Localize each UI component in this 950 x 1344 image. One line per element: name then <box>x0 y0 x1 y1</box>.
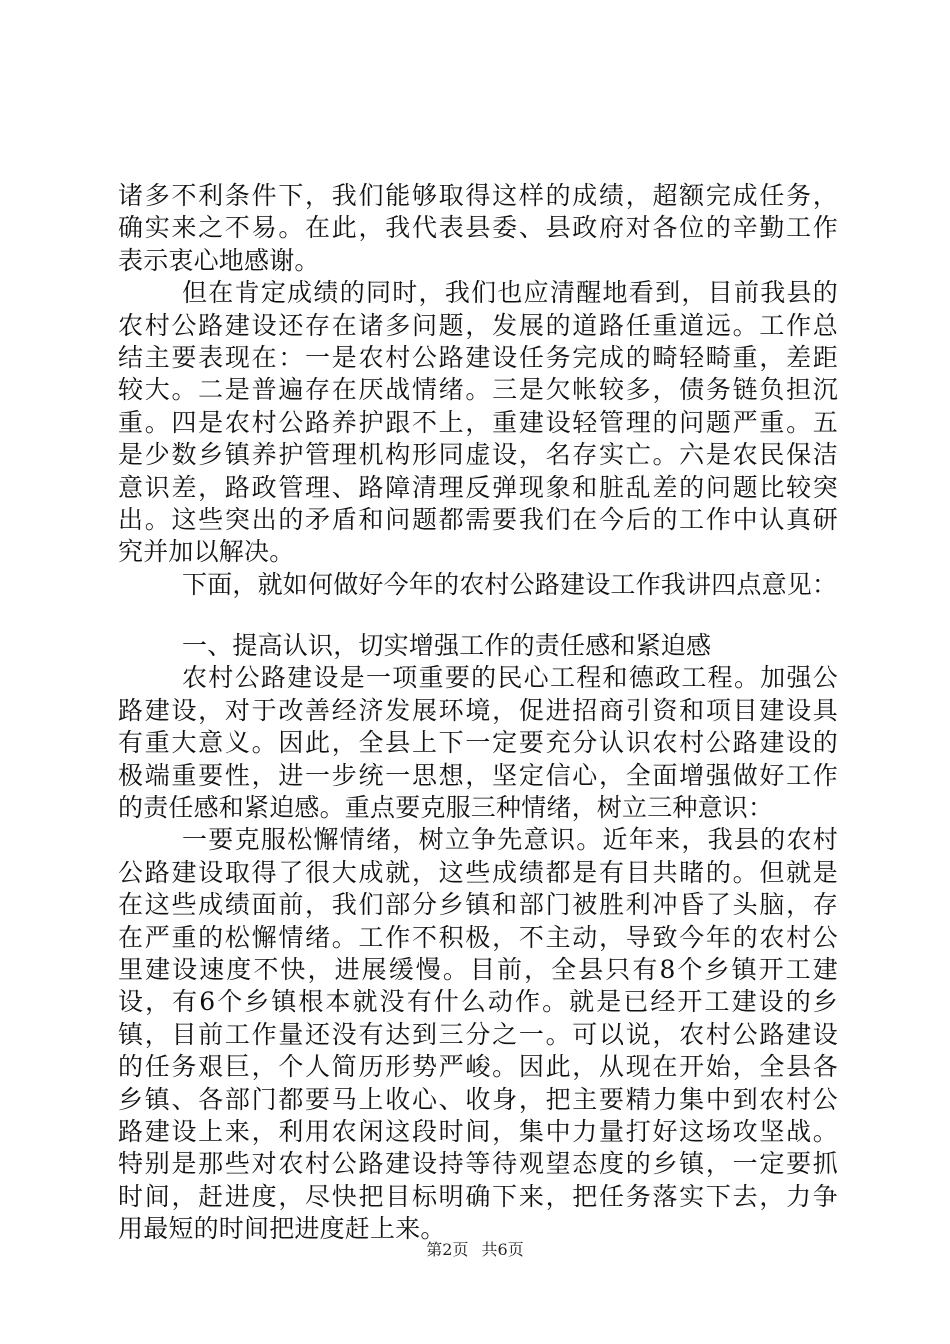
text-line: 下面，就如何做好今年的农村公路建设工作我讲四点意见： <box>182 569 838 599</box>
text-line: 农村公路建设还存在诸多问题，发展的道路任重道远。工作总 <box>118 310 838 340</box>
heading-text: 一、提高认识，切实增强工作的责任感和紧迫感 <box>182 631 712 661</box>
text-line: 在严重的松懈情绪。工作不积极，不主动，导致今年的农村公 <box>118 922 838 952</box>
text-line: 路建设，对于改善经济发展环境，促进招商引资和项目建设具 <box>118 695 838 725</box>
paragraph-gap <box>118 601 838 630</box>
section-heading <box>118 630 838 662</box>
text-line: 的责任感和紧迫感。重点要克服三种情绪，树立三种意识： <box>118 793 774 823</box>
paragraph <box>118 180 838 277</box>
text-line: 里建设速度不快，进展缓慢。目前，全县只有8个乡镇开工建 <box>118 954 838 984</box>
page-footer <box>0 1240 950 1260</box>
text-line: 乡镇、各部门都要马上收心、收身，把主要精力集中到农村公 <box>118 1084 838 1114</box>
page-number: 第2页 <box>426 1240 469 1259</box>
text-line: 意识差，路政管理、路障清理反弹现象和脏乱差的问题比较突 <box>118 472 838 502</box>
text-line: 是少数乡镇养护管理机构形同虚设，名存实亡。六是农民保洁 <box>118 440 838 470</box>
paragraph <box>118 662 838 824</box>
text-line: 设，有6个乡镇根本就没有什么动作。就是已经开工建设的乡 <box>118 987 838 1017</box>
text-line: 有重大意义。因此，全县上下一定要充分认识农村公路建设的 <box>118 728 838 758</box>
paragraph <box>118 277 838 569</box>
text-line: 用最短的时间把进度赶上来。 <box>118 1214 446 1244</box>
text-line: 公路建设取得了很大成就，这些成绩都是有目共睹的。但就是 <box>118 857 838 887</box>
text-line: 极端重要性，进一步统一思想，坚定信心，全面增强做好工作 <box>118 760 838 790</box>
text-line: 农村公路建设是一项重要的民心工程和德政工程。加强公 <box>182 663 838 693</box>
text-line: 确实来之不易。在此，我代表县委、县政府对各位的辛勤工作 <box>118 213 838 243</box>
text-line: 路建设上来，利用农闲这段时间，集中力量打好这场攻坚战。 <box>118 1116 838 1146</box>
paragraph <box>118 569 838 601</box>
text-line: 究并加以解决。 <box>118 537 295 567</box>
text-line: 的任务艰巨，个人简历形势严峻。因此，从现在开始，全县各 <box>118 1052 838 1082</box>
text-line: 但在肯定成绩的同时，我们也应清醒地看到，目前我县的 <box>182 278 838 308</box>
text-line: 出。这些突出的矛盾和问题都需要我们在今后的工作中认真研 <box>118 504 838 534</box>
text-line: 较大。二是普遍存在厌战情绪。三是欠帐较多，债务链负担沉 <box>118 375 838 405</box>
text-line: 镇，目前工作量还没有达到三分之一。可以说，农村公路建设 <box>118 1019 838 1049</box>
page-total: 共6页 <box>481 1240 524 1259</box>
text-line: 重。四是农村公路养护跟不上，重建设轻管理的问题严重。五 <box>118 407 838 437</box>
body-text <box>118 180 838 1246</box>
text-line: 诸多不利条件下，我们能够取得这样的成绩，超额完成任务， <box>118 181 838 210</box>
text-line: 表示衷心地感谢。 <box>118 245 320 275</box>
text-line: 在这些成绩面前，我们部分乡镇和部门被胜利冲昏了头脑，存 <box>118 890 838 920</box>
text-line: 特别是那些对农村公路建设持等待观望态度的乡镇，一定要抓 <box>118 1149 838 1179</box>
text-line: 结主要表现在：一是农村公路建设任务完成的畸轻畸重，差距 <box>118 342 838 372</box>
text-line: 一要克服松懈情绪，树立争先意识。近年来，我县的农村 <box>182 825 838 855</box>
paragraph <box>118 824 838 1245</box>
text-line: 时间，赶进度，尽快把目标明确下来，把任务落实下去，力争 <box>118 1181 838 1211</box>
